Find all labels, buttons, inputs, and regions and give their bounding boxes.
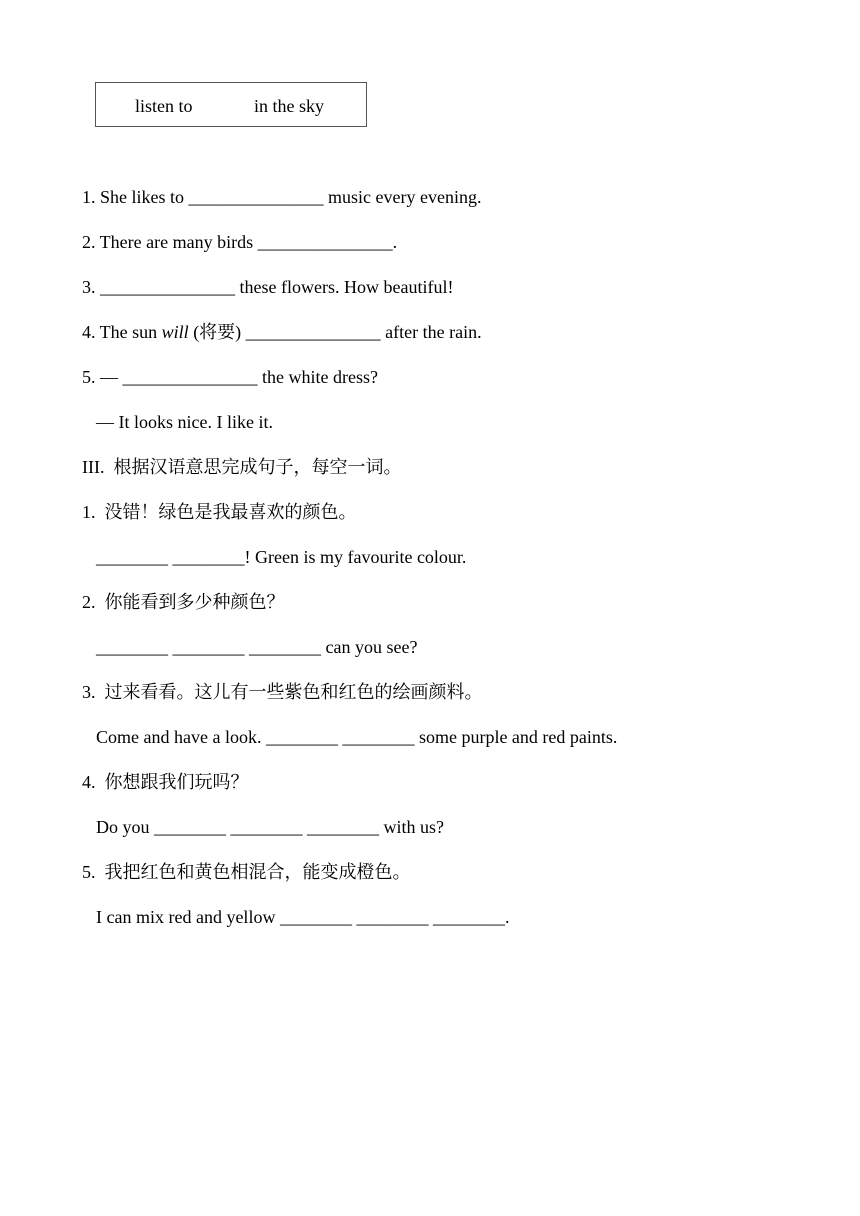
english-answer-line: I can mix red and yellow ________ ________ ________. <box>96 907 510 927</box>
exercise-sentence: 1. She likes to _______________ music every evening. <box>82 187 482 207</box>
sentence-italic-word: will <box>161 322 189 342</box>
chinese-prompt: 3. 过来看看。这儿有一些紫色和红色的绘画颜料。 <box>82 682 483 702</box>
exercise-sentence: 5. — _______________ the white dress? <box>82 367 378 387</box>
sentence-text: 4. The sun <box>82 322 162 342</box>
exercise-sentence <box>82 321 482 343</box>
chinese-prompt: 2. 你能看到多少种颜色？ <box>82 592 285 612</box>
english-answer-line: Do you ________ ________ ________ with us? <box>96 817 444 837</box>
word-bank-box <box>95 82 367 127</box>
dialogue-reply: — It looks nice. I like it. <box>96 412 273 432</box>
english-answer-line: ________ ________! Green is my favourite colour. <box>96 547 467 567</box>
word-bank-item: listen to <box>135 96 193 116</box>
sentence-text: (将要) _______________ after the rain. <box>188 322 482 342</box>
exercise-sentence: 2. There are many birds _______________. <box>82 232 398 252</box>
word-bank-item: in the sky <box>254 96 324 116</box>
english-answer-line: Come and have a look. ________ ________ some purple and red paints. <box>96 727 618 747</box>
section-heading: III. 根据汉语意思完成句子，每空一词。 <box>82 457 402 477</box>
english-answer-line: ________ ________ ________ can you see? <box>96 637 418 657</box>
chinese-prompt: 1. 没错！绿色是我最喜欢的颜色。 <box>82 502 357 522</box>
chinese-prompt: 5. 我把红色和黄色相混合，能变成橙色。 <box>82 862 411 882</box>
exercise-sentence: 3. _______________ these flowers. How beautiful! <box>82 277 454 297</box>
chinese-prompt: 4. 你想跟我们玩吗？ <box>82 772 249 792</box>
